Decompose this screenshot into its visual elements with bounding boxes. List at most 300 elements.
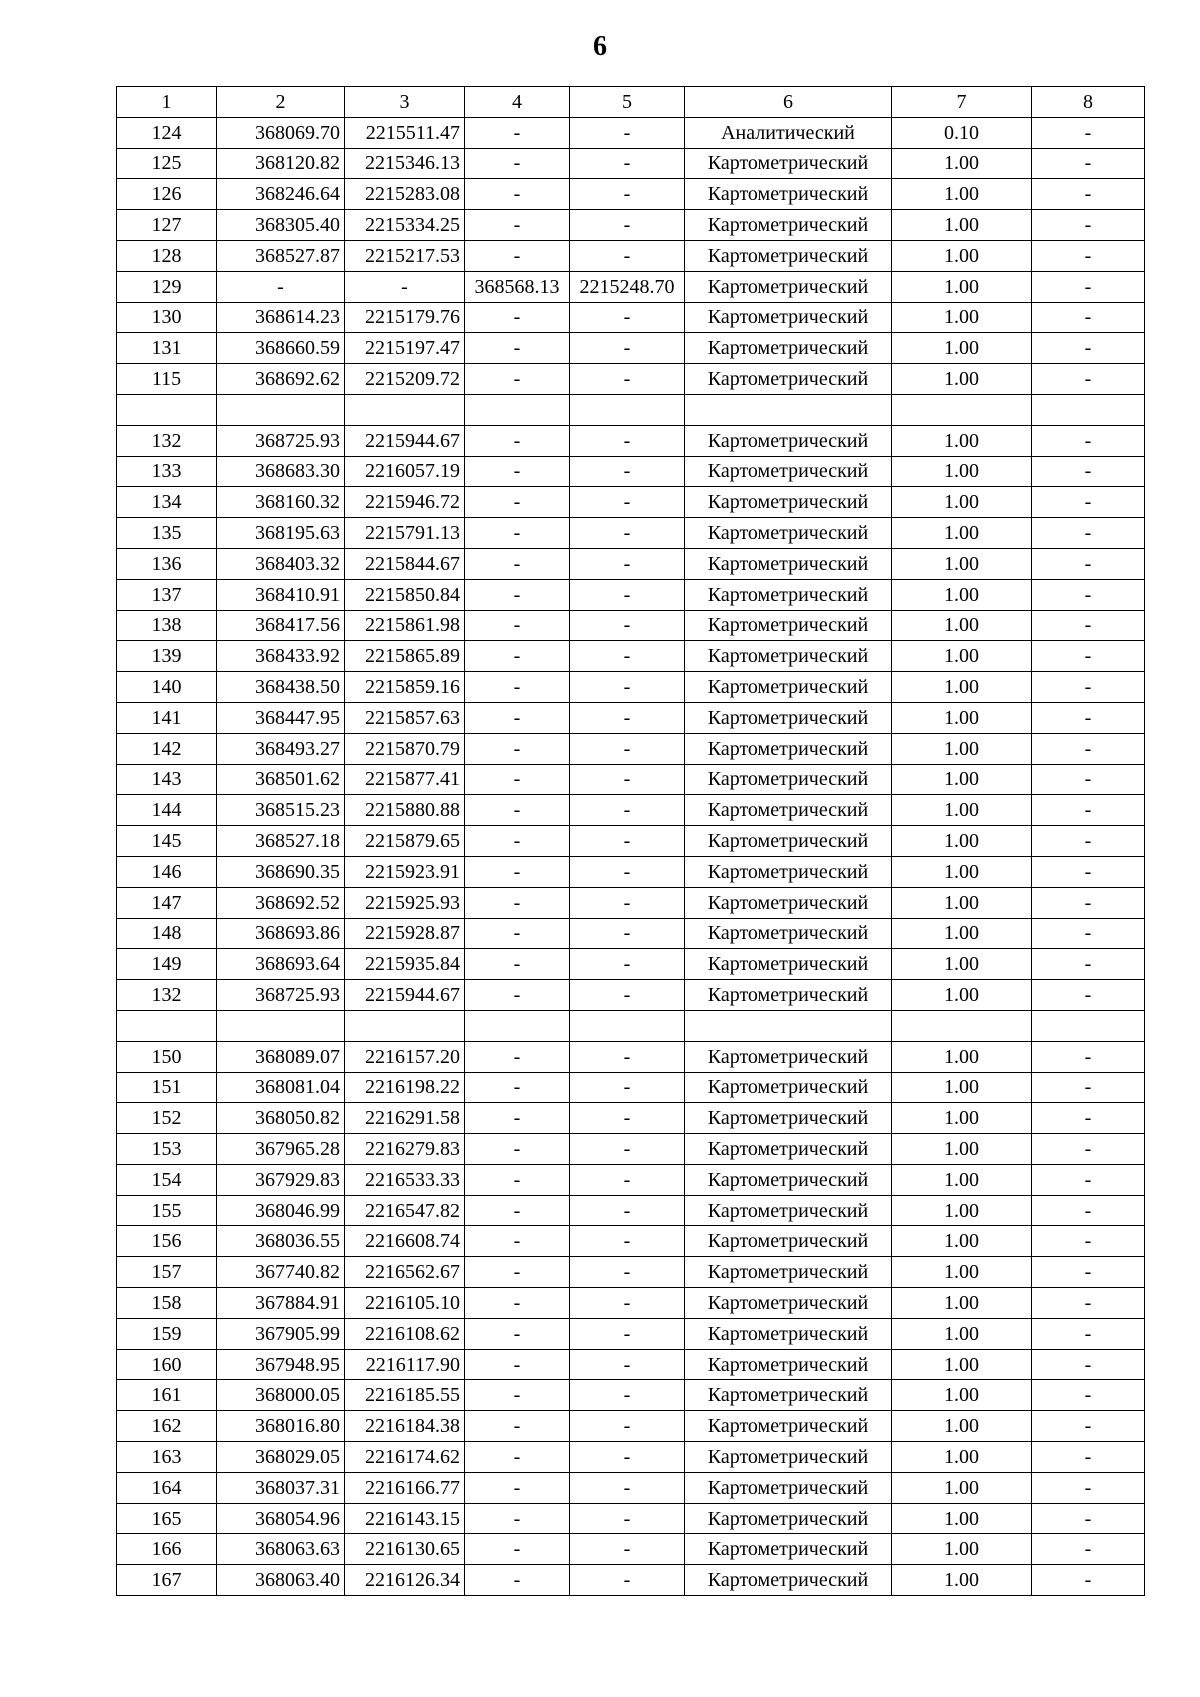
description-cell: - (1032, 1534, 1145, 1565)
point-number-cell: 138 (117, 610, 217, 641)
method-cell: Картометрический (685, 1041, 892, 1072)
y-new-cell: - (570, 826, 685, 857)
y-new-cell: - (570, 1411, 685, 1442)
y-new-cell: - (570, 1164, 685, 1195)
description-cell: - (1032, 826, 1145, 857)
method-cell: Картометрический (685, 548, 892, 579)
x-coordinate-cell: 368029.05 (217, 1442, 345, 1473)
table-row (117, 1195, 1145, 1226)
accuracy-cell: 1.00 (892, 949, 1032, 980)
x-coordinate-cell: 367905.99 (217, 1318, 345, 1349)
y-coordinate-cell: 2216130.65 (345, 1534, 465, 1565)
x-coordinate-cell: 368120.82 (217, 148, 345, 179)
x-new-cell: - (465, 1380, 570, 1411)
x-new-cell (465, 1010, 570, 1041)
table-row (117, 641, 1145, 672)
x-new-cell: - (465, 918, 570, 949)
x-coordinate-cell: 368433.92 (217, 641, 345, 672)
point-number-cell: 124 (117, 117, 217, 148)
method-cell: Картометрический (685, 1349, 892, 1380)
y-new-cell: - (570, 302, 685, 333)
table-row (117, 1472, 1145, 1503)
y-new-cell: - (570, 1195, 685, 1226)
method-cell: Картометрический (685, 1257, 892, 1288)
accuracy-cell: 1.00 (892, 1380, 1032, 1411)
point-number-cell: 137 (117, 579, 217, 610)
accuracy-cell: 1.00 (892, 1349, 1032, 1380)
y-new-cell (570, 1010, 685, 1041)
accuracy-cell: 1.00 (892, 364, 1032, 395)
accuracy-cell: 1.00 (892, 425, 1032, 456)
point-number-cell: 146 (117, 856, 217, 887)
description-cell: - (1032, 795, 1145, 826)
description-cell: - (1032, 579, 1145, 610)
method-cell: Картометрический (685, 1380, 892, 1411)
x-new-cell: - (465, 1472, 570, 1503)
y-new-cell: - (570, 1288, 685, 1319)
method-cell: Картометрический (685, 887, 892, 918)
point-number-cell: 130 (117, 302, 217, 333)
point-number-cell: 160 (117, 1349, 217, 1380)
y-new-cell: - (570, 425, 685, 456)
description-cell: - (1032, 1503, 1145, 1534)
description-cell: - (1032, 1442, 1145, 1473)
x-coordinate-cell: - (217, 271, 345, 302)
method-cell: Картометрический (685, 1411, 892, 1442)
description-cell: - (1032, 425, 1145, 456)
description-cell: - (1032, 949, 1145, 980)
y-new-cell: - (570, 918, 685, 949)
method-cell: Картометрический (685, 1164, 892, 1195)
method-cell: Картометрический (685, 826, 892, 857)
x-new-cell: - (465, 856, 570, 887)
description-cell: - (1032, 1472, 1145, 1503)
x-coordinate-cell: 368000.05 (217, 1380, 345, 1411)
y-coordinate-cell: 2215283.08 (345, 179, 465, 210)
accuracy-cell: 1.00 (892, 548, 1032, 579)
x-coordinate-cell: 368160.32 (217, 487, 345, 518)
table-row (117, 487, 1145, 518)
point-number-cell: 159 (117, 1318, 217, 1349)
y-new-cell: - (570, 240, 685, 271)
x-coordinate-cell: 368614.23 (217, 302, 345, 333)
point-number-cell: 142 (117, 733, 217, 764)
x-new-cell: - (465, 887, 570, 918)
y-coordinate-cell: 2215346.13 (345, 148, 465, 179)
x-coordinate-cell: 368527.87 (217, 240, 345, 271)
description-cell: - (1032, 487, 1145, 518)
description-cell: - (1032, 548, 1145, 579)
table-row (117, 1010, 1145, 1041)
accuracy-cell: 1.00 (892, 795, 1032, 826)
description-cell: - (1032, 1072, 1145, 1103)
y-coordinate-cell: 2215197.47 (345, 333, 465, 364)
description-cell: - (1032, 456, 1145, 487)
x-coordinate-cell: 368693.86 (217, 918, 345, 949)
method-cell: Картометрический (685, 641, 892, 672)
x-new-cell: - (465, 1534, 570, 1565)
column-header: 5 (570, 87, 685, 118)
y-coordinate-cell: - (345, 271, 465, 302)
accuracy-cell: 1.00 (892, 1534, 1032, 1565)
accuracy-cell: 1.00 (892, 610, 1032, 641)
y-coordinate-cell: 2215217.53 (345, 240, 465, 271)
point-number-cell: 161 (117, 1380, 217, 1411)
y-coordinate-cell: 2215859.16 (345, 672, 465, 703)
x-new-cell: - (465, 240, 570, 271)
y-new-cell: - (570, 487, 685, 518)
accuracy-cell (892, 394, 1032, 425)
table-row (117, 425, 1145, 456)
x-coordinate-cell: 368725.93 (217, 980, 345, 1011)
y-new-cell: - (570, 610, 685, 641)
method-cell: Картометрический (685, 795, 892, 826)
point-number-cell: 164 (117, 1472, 217, 1503)
table-row (117, 394, 1145, 425)
accuracy-cell: 1.00 (892, 1318, 1032, 1349)
y-new-cell: - (570, 548, 685, 579)
x-coordinate-cell: 368493.27 (217, 733, 345, 764)
method-cell: Картометрический (685, 487, 892, 518)
x-new-cell: - (465, 579, 570, 610)
y-coordinate-cell: 2216291.58 (345, 1103, 465, 1134)
accuracy-cell: 1.00 (892, 518, 1032, 549)
description-cell: - (1032, 1164, 1145, 1195)
y-coordinate-cell: 2216185.55 (345, 1380, 465, 1411)
y-coordinate-cell: 2215944.67 (345, 980, 465, 1011)
y-new-cell: - (570, 1257, 685, 1288)
method-cell: Картометрический (685, 856, 892, 887)
y-new-cell: - (570, 1442, 685, 1473)
description-cell: - (1032, 764, 1145, 795)
table-row (117, 456, 1145, 487)
x-new-cell: - (465, 179, 570, 210)
method-cell: Картометрический (685, 456, 892, 487)
table-row (117, 364, 1145, 395)
method-cell: Картометрический (685, 610, 892, 641)
x-coordinate-cell: 368069.70 (217, 117, 345, 148)
x-coordinate-cell: 368403.32 (217, 548, 345, 579)
method-cell: Картометрический (685, 1072, 892, 1103)
method-cell: Картометрический (685, 1318, 892, 1349)
x-new-cell: - (465, 949, 570, 980)
y-new-cell: - (570, 117, 685, 148)
method-cell: Картометрический (685, 1565, 892, 1596)
x-new-cell: - (465, 1257, 570, 1288)
y-coordinate-cell: 2215861.98 (345, 610, 465, 641)
x-new-cell: - (465, 764, 570, 795)
point-number-cell: 151 (117, 1072, 217, 1103)
method-cell: Картометрический (685, 364, 892, 395)
y-coordinate-cell: 2215857.63 (345, 702, 465, 733)
table-row (117, 148, 1145, 179)
point-number-cell: 136 (117, 548, 217, 579)
y-new-cell: - (570, 1534, 685, 1565)
description-cell: - (1032, 1380, 1145, 1411)
y-new-cell: - (570, 672, 685, 703)
x-coordinate-cell: 368692.52 (217, 887, 345, 918)
y-new-cell: - (570, 980, 685, 1011)
table-row (117, 826, 1145, 857)
method-cell: Картометрический (685, 672, 892, 703)
x-new-cell: - (465, 826, 570, 857)
x-coordinate-cell: 368660.59 (217, 333, 345, 364)
description-cell (1032, 1010, 1145, 1041)
y-new-cell: - (570, 887, 685, 918)
accuracy-cell: 1.00 (892, 980, 1032, 1011)
x-new-cell (465, 394, 570, 425)
table-row (117, 1103, 1145, 1134)
accuracy-cell: 1.00 (892, 487, 1032, 518)
point-number-cell: 129 (117, 271, 217, 302)
table-row (117, 548, 1145, 579)
accuracy-cell: 1.00 (892, 1472, 1032, 1503)
y-new-cell: - (570, 1103, 685, 1134)
method-cell: Картометрический (685, 579, 892, 610)
table-row (117, 795, 1145, 826)
x-new-cell: - (465, 1411, 570, 1442)
accuracy-cell: 1.00 (892, 1134, 1032, 1165)
x-new-cell: - (465, 1318, 570, 1349)
point-number-cell: 115 (117, 364, 217, 395)
accuracy-cell: 1.00 (892, 1072, 1032, 1103)
y-new-cell: - (570, 1380, 685, 1411)
accuracy-cell: 1.00 (892, 1195, 1032, 1226)
point-number-cell: 145 (117, 826, 217, 857)
y-coordinate-cell: 2216562.67 (345, 1257, 465, 1288)
x-new-cell: - (465, 733, 570, 764)
x-new-cell: - (465, 1164, 570, 1195)
point-number-cell (117, 1010, 217, 1041)
y-new-cell (570, 394, 685, 425)
point-number-cell: 141 (117, 702, 217, 733)
x-coordinate-cell: 368692.62 (217, 364, 345, 395)
y-new-cell: - (570, 795, 685, 826)
y-new-cell: - (570, 1041, 685, 1072)
description-cell: - (1032, 117, 1145, 148)
method-cell (685, 394, 892, 425)
description-cell: - (1032, 271, 1145, 302)
y-coordinate-cell: 2215844.67 (345, 548, 465, 579)
x-coordinate-cell: 367929.83 (217, 1164, 345, 1195)
description-cell: - (1032, 210, 1145, 241)
y-new-cell: - (570, 579, 685, 610)
method-cell: Картометрический (685, 148, 892, 179)
accuracy-cell: 1.00 (892, 579, 1032, 610)
method-cell: Картометрический (685, 1103, 892, 1134)
x-coordinate-cell: 367948.95 (217, 1349, 345, 1380)
accuracy-cell: 1.00 (892, 456, 1032, 487)
description-cell: - (1032, 641, 1145, 672)
table-row (117, 1288, 1145, 1319)
method-cell: Картометрический (685, 1195, 892, 1226)
accuracy-cell: 1.00 (892, 887, 1032, 918)
description-cell: - (1032, 1134, 1145, 1165)
point-number-cell: 126 (117, 179, 217, 210)
description-cell: - (1032, 1195, 1145, 1226)
y-coordinate-cell: 2215925.93 (345, 887, 465, 918)
point-number-cell: 131 (117, 333, 217, 364)
point-number-cell: 166 (117, 1534, 217, 1565)
y-coordinate-cell: 2216533.33 (345, 1164, 465, 1195)
accuracy-cell: 1.00 (892, 826, 1032, 857)
x-coordinate-cell: 368050.82 (217, 1103, 345, 1134)
point-number-cell: 158 (117, 1288, 217, 1319)
table-row (117, 1380, 1145, 1411)
method-cell: Картометрический (685, 733, 892, 764)
x-new-cell: 368568.13 (465, 271, 570, 302)
y-new-cell: - (570, 456, 685, 487)
method-cell: Картометрический (685, 1288, 892, 1319)
description-cell: - (1032, 1349, 1145, 1380)
point-number-cell: 139 (117, 641, 217, 672)
x-coordinate-cell: 368410.91 (217, 579, 345, 610)
description-cell: - (1032, 610, 1145, 641)
accuracy-cell: 1.00 (892, 702, 1032, 733)
x-coordinate-cell: 368501.62 (217, 764, 345, 795)
x-coordinate-cell: 367884.91 (217, 1288, 345, 1319)
table-row (117, 302, 1145, 333)
y-new-cell: - (570, 364, 685, 395)
accuracy-cell: 1.00 (892, 672, 1032, 703)
y-coordinate-cell: 2215870.79 (345, 733, 465, 764)
x-new-cell: - (465, 795, 570, 826)
y-coordinate-cell: 2216117.90 (345, 1349, 465, 1380)
table-row (117, 1257, 1145, 1288)
y-coordinate-cell: 2216174.62 (345, 1442, 465, 1473)
accuracy-cell: 1.00 (892, 856, 1032, 887)
y-coordinate-cell: 2215880.88 (345, 795, 465, 826)
accuracy-cell: 1.00 (892, 271, 1032, 302)
x-coordinate-cell: 368693.64 (217, 949, 345, 980)
x-coordinate-cell: 368447.95 (217, 702, 345, 733)
accuracy-cell: 1.00 (892, 148, 1032, 179)
y-coordinate-cell: 2215209.72 (345, 364, 465, 395)
description-cell: - (1032, 1226, 1145, 1257)
table-row (117, 887, 1145, 918)
method-cell: Картометрический (685, 179, 892, 210)
x-new-cell: - (465, 210, 570, 241)
method-cell: Картометрический (685, 271, 892, 302)
y-new-cell: - (570, 333, 685, 364)
accuracy-cell: 1.00 (892, 1226, 1032, 1257)
y-coordinate-cell: 2216108.62 (345, 1318, 465, 1349)
x-new-cell: - (465, 1195, 570, 1226)
description-cell: - (1032, 702, 1145, 733)
table-row (117, 271, 1145, 302)
point-number-cell: 155 (117, 1195, 217, 1226)
page-number: 6 (593, 31, 607, 62)
y-coordinate-cell: 2216198.22 (345, 1072, 465, 1103)
table-row (117, 1442, 1145, 1473)
y-new-cell: - (570, 641, 685, 672)
description-cell: - (1032, 672, 1145, 703)
x-new-cell: - (465, 1288, 570, 1319)
x-new-cell: - (465, 1349, 570, 1380)
x-new-cell: - (465, 487, 570, 518)
column-header: 6 (685, 87, 892, 118)
accuracy-cell: 1.00 (892, 1442, 1032, 1473)
method-cell: Картометрический (685, 980, 892, 1011)
description-cell: - (1032, 518, 1145, 549)
column-header: 4 (465, 87, 570, 118)
x-coordinate-cell: 368515.23 (217, 795, 345, 826)
method-cell: Аналитический (685, 117, 892, 148)
point-number-cell: 133 (117, 456, 217, 487)
table-row (117, 1411, 1145, 1442)
y-new-cell: - (570, 1134, 685, 1165)
x-coordinate-cell: 367965.28 (217, 1134, 345, 1165)
description-cell: - (1032, 240, 1145, 271)
point-number-cell: 150 (117, 1041, 217, 1072)
description-cell: - (1032, 1288, 1145, 1319)
point-number-cell: 148 (117, 918, 217, 949)
y-new-cell: - (570, 949, 685, 980)
x-new-cell: - (465, 1226, 570, 1257)
method-cell: Картометрический (685, 1472, 892, 1503)
point-number-cell: 165 (117, 1503, 217, 1534)
accuracy-cell: 0.10 (892, 117, 1032, 148)
method-cell: Картометрический (685, 240, 892, 271)
x-coordinate-cell: 368054.96 (217, 1503, 345, 1534)
y-coordinate-cell: 2216547.82 (345, 1195, 465, 1226)
description-cell: - (1032, 1565, 1145, 1596)
x-coordinate-cell: 368046.99 (217, 1195, 345, 1226)
y-coordinate-cell: 2215923.91 (345, 856, 465, 887)
description-cell: - (1032, 887, 1145, 918)
y-coordinate-cell: 2215179.76 (345, 302, 465, 333)
x-new-cell: - (465, 702, 570, 733)
method-cell: Картометрический (685, 1134, 892, 1165)
description-cell: - (1032, 1411, 1145, 1442)
table-row (117, 333, 1145, 364)
y-new-cell: - (570, 856, 685, 887)
y-new-cell: - (570, 733, 685, 764)
x-new-cell: - (465, 1041, 570, 1072)
accuracy-cell: 1.00 (892, 1103, 1032, 1134)
table-row (117, 672, 1145, 703)
x-coordinate-cell: 368305.40 (217, 210, 345, 241)
x-new-cell: - (465, 425, 570, 456)
point-number-cell: 140 (117, 672, 217, 703)
y-coordinate-cell: 2215944.67 (345, 425, 465, 456)
x-coordinate-cell: 368089.07 (217, 1041, 345, 1072)
method-cell (685, 1010, 892, 1041)
description-cell: - (1032, 364, 1145, 395)
point-number-cell: 154 (117, 1164, 217, 1195)
method-cell: Картометрический (685, 918, 892, 949)
point-number-cell: 127 (117, 210, 217, 241)
column-header: 8 (1032, 87, 1145, 118)
x-new-cell: - (465, 333, 570, 364)
table-row (117, 702, 1145, 733)
point-number-cell: 167 (117, 1565, 217, 1596)
x-coordinate-cell: 368690.35 (217, 856, 345, 887)
point-number-cell: 153 (117, 1134, 217, 1165)
accuracy-cell: 1.00 (892, 1164, 1032, 1195)
point-number-cell: 132 (117, 425, 217, 456)
x-new-cell: - (465, 302, 570, 333)
table-row (117, 1349, 1145, 1380)
description-cell: - (1032, 1103, 1145, 1134)
x-coordinate-cell (217, 394, 345, 425)
y-coordinate-cell: 2216608.74 (345, 1226, 465, 1257)
method-cell: Картометрический (685, 518, 892, 549)
y-coordinate-cell: 2216126.34 (345, 1565, 465, 1596)
accuracy-cell: 1.00 (892, 918, 1032, 949)
table-row (117, 240, 1145, 271)
description-cell: - (1032, 1041, 1145, 1072)
